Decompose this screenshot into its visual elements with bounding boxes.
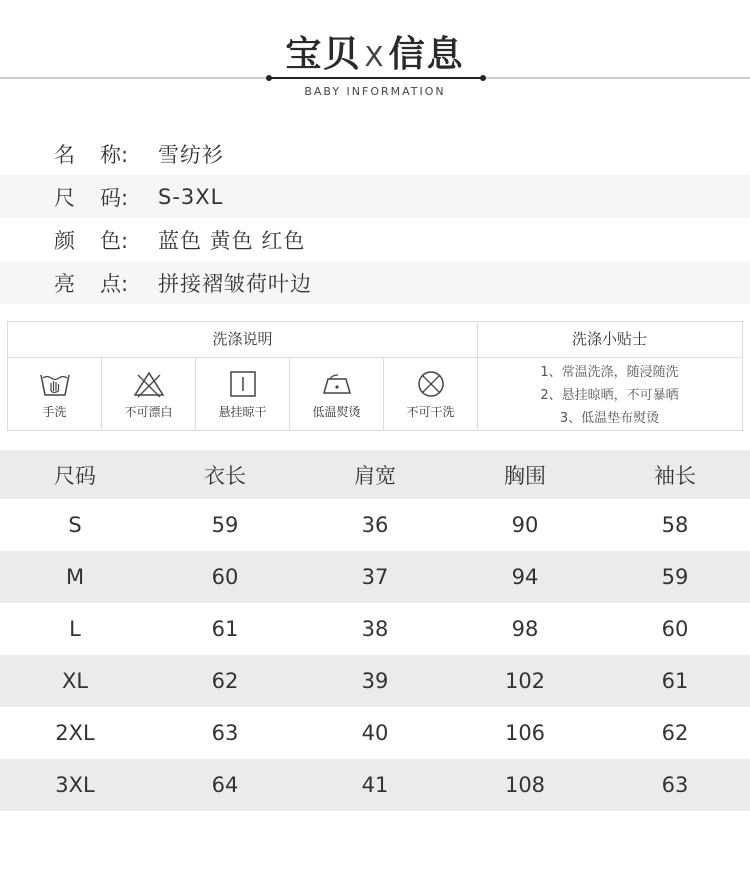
size-header-cell: 尺码 <box>54 463 96 488</box>
table-row <box>0 655 750 707</box>
info-row-color <box>0 218 750 261</box>
size-cell: 106 <box>504 721 546 745</box>
info-row-highlight <box>0 261 750 304</box>
hang-dry-icon <box>226 369 260 399</box>
info-value: 拼接褶皱荷叶边 <box>158 271 312 296</box>
low-iron-icon <box>320 369 354 399</box>
info-label-char: 名 <box>54 142 75 167</box>
info-label <box>0 139 158 169</box>
wash-instructions-title: 洗涤说明 <box>8 322 477 358</box>
size-cell: 98 <box>511 617 539 641</box>
title-right: 信息 <box>388 34 465 75</box>
wash-instructions <box>7 321 743 431</box>
table-row <box>0 603 750 655</box>
wash-instructions-panel <box>8 322 478 430</box>
header <box>0 0 750 110</box>
wash-item-label: 不可干洗 <box>406 404 455 419</box>
info-row-name <box>0 132 750 175</box>
info-label-char: 色: <box>100 228 129 253</box>
info-label-char: 点: <box>100 271 129 296</box>
wash-item-hand-wash <box>8 358 102 430</box>
size-cell: 59 <box>661 565 689 589</box>
wash-item-label: 悬挂晾干 <box>218 404 267 419</box>
size-cell: 3XL <box>55 773 95 797</box>
size-cell: S <box>68 513 82 537</box>
wash-item-label: 不可漂白 <box>124 404 173 419</box>
page-subtitle: BABY INFORMATION <box>304 85 446 98</box>
size-cell: 2XL <box>55 721 95 745</box>
wash-item-no-bleach <box>102 358 196 430</box>
size-cell: 39 <box>361 669 389 693</box>
size-cell: 61 <box>211 617 239 641</box>
wash-tip: 1、常温洗涤，随浸随洗 <box>540 365 679 380</box>
wash-item-no-dry-clean <box>384 358 477 430</box>
size-cell: 94 <box>511 565 539 589</box>
size-cell: 62 <box>211 669 239 693</box>
divider-dot-left <box>266 75 272 81</box>
info-label-char: 亮 <box>54 271 75 296</box>
wash-tips-list <box>477 358 742 430</box>
wash-item-label: 低温熨烫 <box>312 404 361 419</box>
size-cell: M <box>65 565 85 589</box>
info-value: 蓝色 黄色 红色 <box>158 228 306 253</box>
wash-icon-row <box>8 358 477 430</box>
info-label-char: 颜 <box>54 228 75 253</box>
size-cell: 38 <box>361 617 389 641</box>
table-row <box>0 707 750 759</box>
info-label <box>0 268 158 298</box>
page-title <box>0 26 750 77</box>
size-cell: 58 <box>661 513 689 537</box>
table-row <box>0 499 750 551</box>
size-cell: 90 <box>511 513 539 537</box>
wash-tips-panel <box>477 322 742 430</box>
size-cell: 64 <box>211 773 239 797</box>
size-cell: L <box>69 617 81 641</box>
size-cell: 108 <box>504 773 546 797</box>
size-cell: 63 <box>211 721 239 745</box>
divider-dot-right <box>480 75 486 81</box>
info-label <box>0 225 158 255</box>
no-bleach-icon <box>132 369 166 399</box>
size-header-cell: 胸围 <box>504 463 546 488</box>
size-cell: 63 <box>661 773 689 797</box>
info-list <box>0 132 750 304</box>
info-value: S-3XL <box>158 184 224 209</box>
size-cell: 41 <box>361 773 389 797</box>
size-table <box>0 450 750 811</box>
table-row <box>0 759 750 811</box>
table-row <box>0 551 750 603</box>
info-row-size <box>0 175 750 218</box>
size-cell: 61 <box>661 669 689 693</box>
wash-item-label: 手洗 <box>42 404 67 419</box>
size-cell: 102 <box>504 669 546 693</box>
size-cell: XL <box>61 669 89 693</box>
info-label-char: 码: <box>100 185 129 210</box>
title-x: X <box>364 40 386 73</box>
info-label <box>0 182 158 212</box>
wash-item-low-iron <box>290 358 384 430</box>
size-header-cell: 衣长 <box>204 463 246 488</box>
size-header-cell: 袖长 <box>654 463 696 488</box>
size-cell: 60 <box>211 565 239 589</box>
size-cell: 59 <box>211 513 239 537</box>
title-left: 宝贝 <box>285 34 362 75</box>
size-cell: 40 <box>361 721 389 745</box>
hand-wash-icon <box>38 369 72 399</box>
wash-tip: 3、低温垫布熨烫 <box>559 411 660 426</box>
size-cell: 36 <box>361 513 389 537</box>
size-table-header <box>0 450 750 499</box>
divider-accent <box>269 77 482 79</box>
size-header-cell: 肩宽 <box>354 463 396 488</box>
size-cell: 60 <box>661 617 689 641</box>
no-dry-clean-icon <box>414 369 448 399</box>
size-cell: 37 <box>361 565 389 589</box>
info-label-char: 尺 <box>54 185 75 210</box>
wash-tip: 2、悬挂晾晒，不可暴晒 <box>540 388 679 403</box>
wash-item-hang-dry <box>196 358 290 430</box>
info-value: 雪纺衫 <box>158 142 224 167</box>
wash-tips-title: 洗涤小贴士 <box>477 322 742 358</box>
info-label-char: 称: <box>100 142 129 167</box>
size-cell: 62 <box>661 721 689 745</box>
